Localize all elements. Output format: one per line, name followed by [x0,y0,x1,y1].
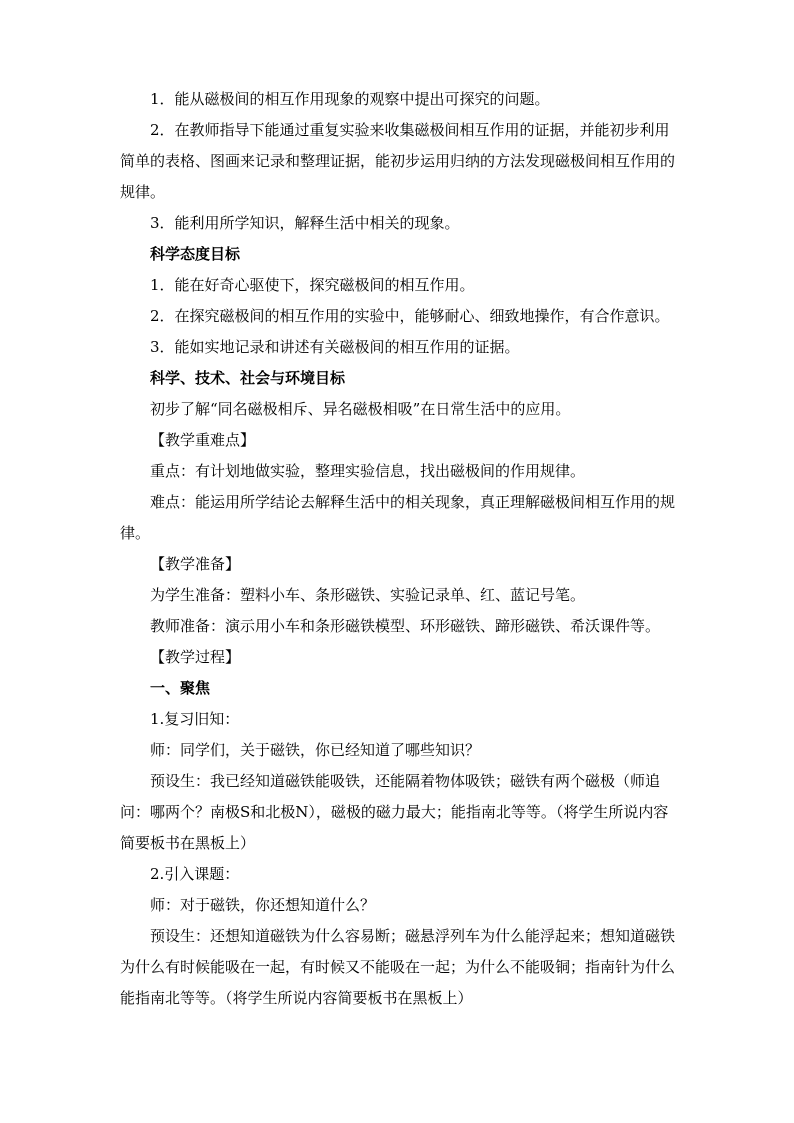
paragraph-teacher-question-2: 师：对于磁铁，你还想知道什么？ [150,896,376,914]
paragraph-expected-answer-2: 预设生：还想知道磁铁为什么容易断；磁悬浮列车为什么能浮起来；想知道磁铁为什么有时候能吸在一起，有时候又不能吸在一起；为什么不能吸铜；指南针为什么能指南北等等。（将学生所说内容简要板书在黑板上） [120,927,676,1007]
paragraph-attitude-2: 2．在探究磁极间的相互作用的实验中，能够耐心、细致地操作，有合作意识。 [150,307,670,325]
paragraph-objective-1: 1．能从磁极间的相互作用现象的观察中提出可探究的问题。 [150,90,550,108]
heading-process: 【教学过程】 [150,648,241,666]
paragraph-student-prep: 为学生准备：塑料小车、条形磁铁、实验记录单、红、蓝记号笔。 [150,586,586,604]
paragraph-review-title: 1.复习旧知： [150,710,240,728]
paragraph-objective-3: 3．能利用所学知识，解释生活中相关的现象。 [150,214,460,232]
paragraph-attitude-3: 3．能如实地记录和讲述有关磁极间的相互作用的证据。 [150,338,520,356]
paragraph-expected-answer-1: 预设生：我已经知道磁铁能吸铁，还能隔着物体吸铁；磁铁有两个磁极（师追问：哪两个？南极S和北极N），磁极的磁力最大；能指南北等等。（将学生所说内容简要板书在黑板上） [120,772,669,852]
document-body [120,84,676,1014]
paragraph-objective-2: 2．在教师指导下能通过重复实验来收集磁极间相互作用的证据，并能初步利用简单的表格、图画来记录和整理证据，能初步运用归纳的方法发现磁极间相互作用的规律。 [120,121,676,201]
heading-focus: 一、聚焦 [150,679,211,697]
paragraph-stse: 初步了解“同名磁极相斥、异名磁极相吸”在日常生活中的应用。 [150,400,571,418]
paragraph-attitude-1: 1．能在好奇心驱使下，探究磁极间的相互作用。 [150,276,475,294]
paragraph-key-point: 重点：有计划地做实验，整理实验信息，找出磁极间的作用规律。 [150,462,586,480]
paragraph-teacher-prep: 教师准备：演示用小车和条形磁铁模型、环形磁铁、蹄形磁铁、希沃课件等。 [150,617,661,635]
paragraph-intro-title: 2.引入课题： [150,865,240,883]
heading-preparation: 【教学准备】 [150,555,241,573]
heading-stse-goals: 科学、技术、社会与环境目标 [150,369,346,387]
heading-key-difficulties: 【教学重难点】 [150,431,256,449]
heading-attitude-goals: 科学态度目标 [150,245,241,263]
paragraph-difficulty: 难点：能运用所学结论去解释生活中的相关现象，真正理解磁极间相互作用的规律。 [120,493,676,542]
paragraph-teacher-question-1: 师：同学们，关于磁铁，你已经知道了哪些知识？ [150,741,481,759]
